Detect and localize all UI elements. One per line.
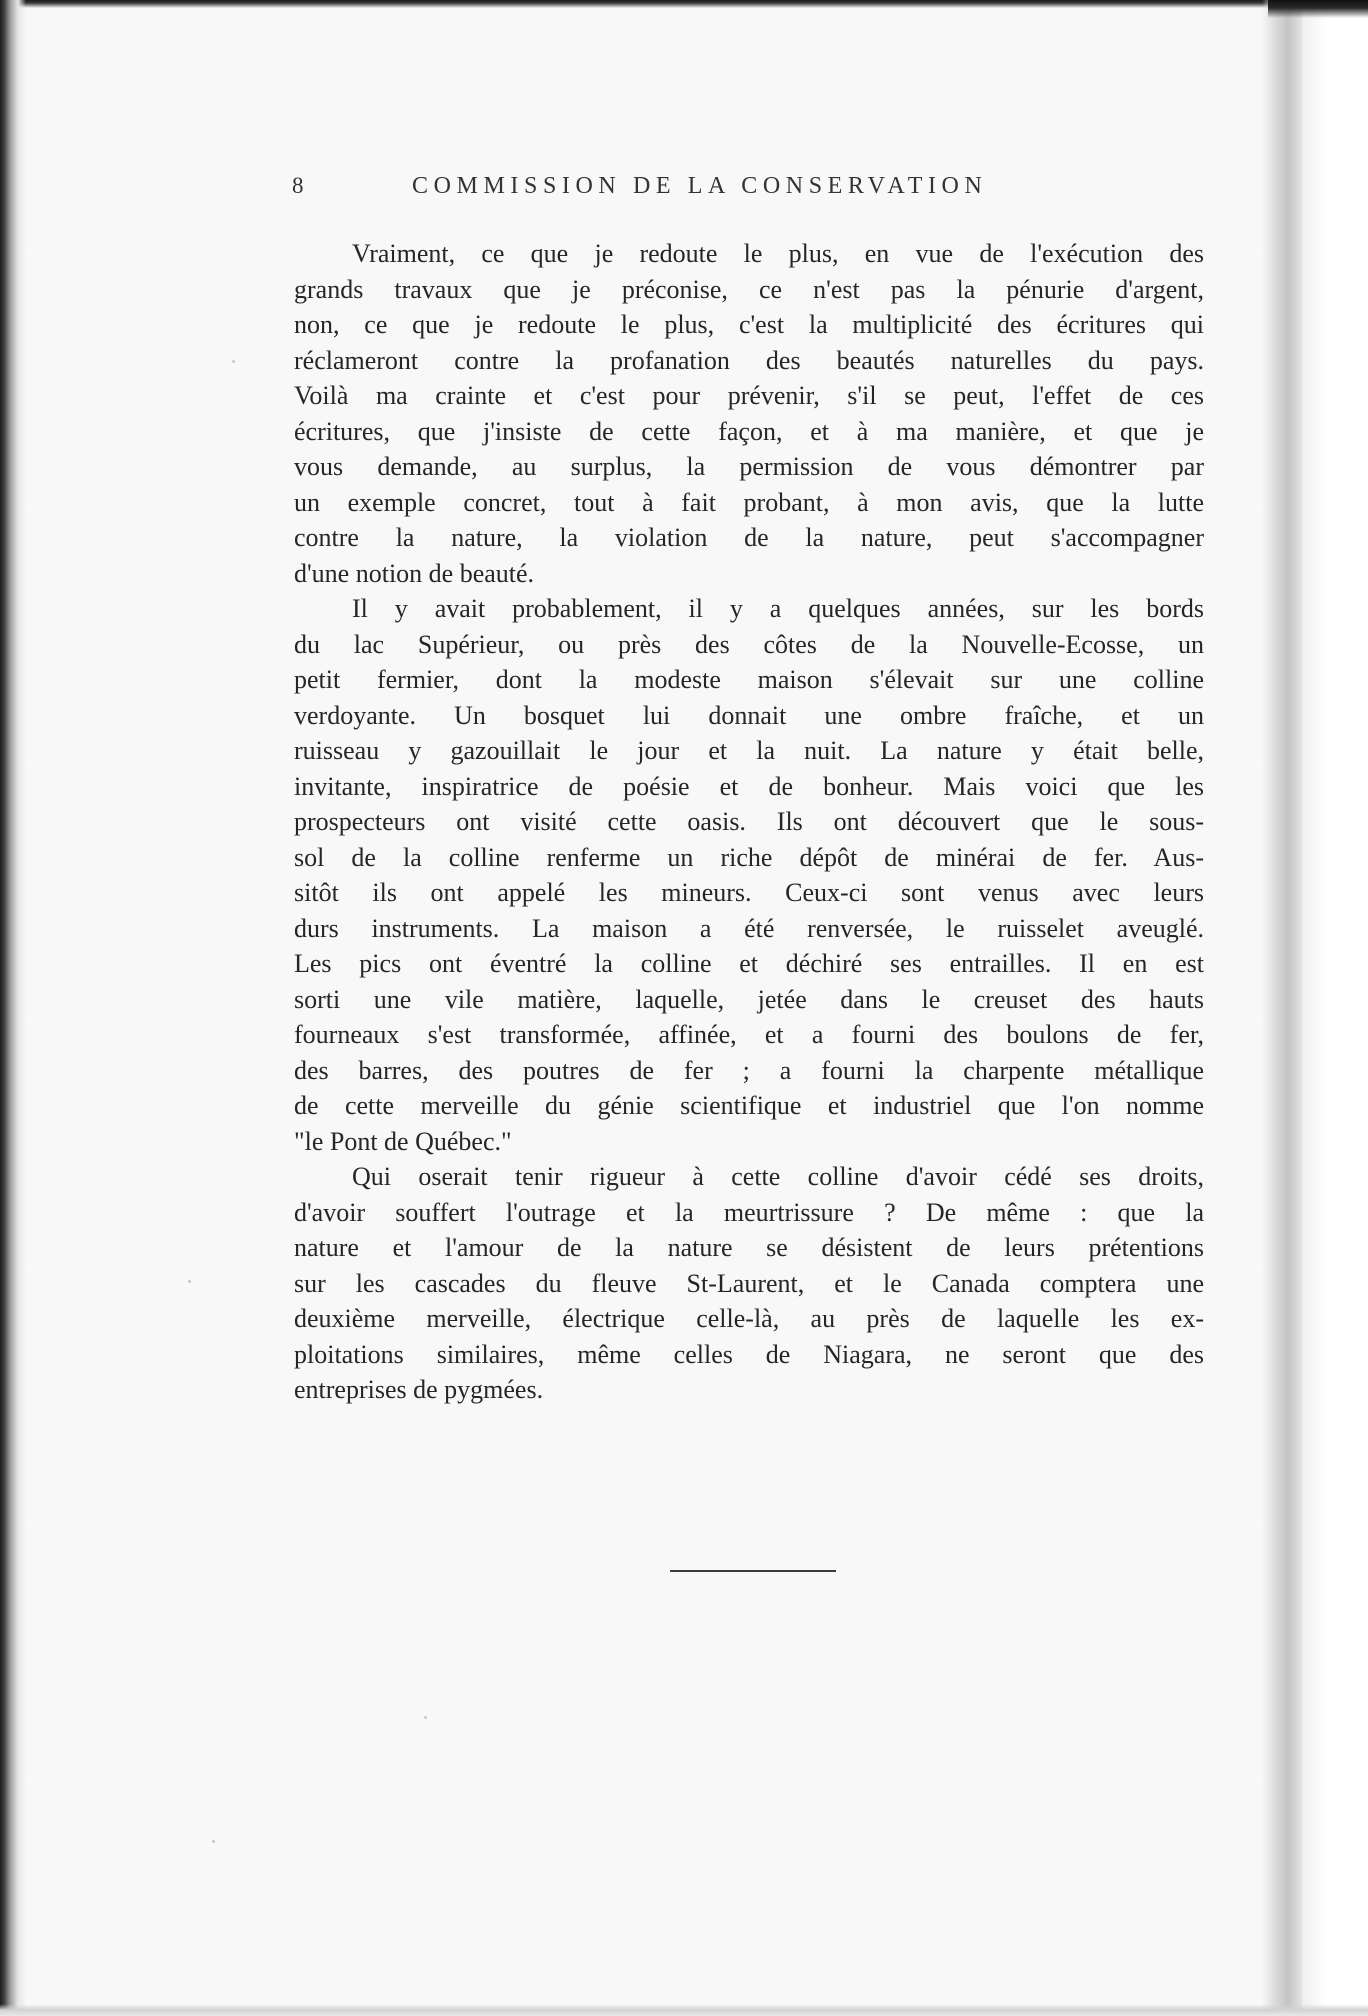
page-corner-shadow — [1268, 0, 1368, 18]
text-line: du lac Supérieur, ou près des côtes de la Nouvelle-Ecosse, un — [294, 629, 1204, 659]
scan-speck — [188, 1280, 191, 1283]
text-line: contre la nature, la violation de la nature, peut s'accompagner — [294, 523, 1204, 552]
page-number: 8 — [292, 173, 304, 198]
text-line: un exemple concret, tout à fait probant, à mon avis, que la lutte — [294, 487, 1204, 517]
page-right-margin — [1302, 0, 1368, 2016]
text-line: réclameront contre la profanation des beautés naturelles du pays. — [294, 345, 1204, 375]
text-line: Les pics ont éventré la colline et déchiré ses entrailles. Il en est — [294, 949, 1204, 978]
text-line: prospecteurs ont visité cette oasis. Ils ont découvert que le sous- — [294, 807, 1204, 836]
running-header — [292, 170, 1204, 202]
text-line: sorti une vile matière, laquelle, jetée dans le creuset des hauts — [294, 984, 1204, 1014]
binding-gutter-shadow — [1262, 0, 1302, 2016]
text-line: ploitations similaires, même celles de Niagara, ne seront que des — [294, 1339, 1204, 1369]
text-line: sol de la colline renferme un riche dépôt de minérai de fer. Aus- — [294, 842, 1204, 872]
text-line: d'avoir souffert l'outrage et la meurtrissure ? De même : que la — [294, 1197, 1204, 1227]
page-left-shadow — [0, 0, 26, 2016]
text-line: nature et l'amour de la nature se désistent de leurs prétentions — [294, 1233, 1204, 1262]
text-line: petit fermier, dont la modeste maison s'élevait sur une colline — [294, 665, 1204, 694]
paragraph-1 — [294, 236, 1204, 591]
text-line: écritures, que j'insiste de cette façon, et à ma manière, et que je — [294, 416, 1204, 446]
scan-speck — [232, 360, 235, 363]
text-line: d'une notion de beauté. — [294, 558, 535, 588]
text-line: deuxième merveille, électrique celle-là, au près de laquelle les ex- — [294, 1304, 1204, 1333]
text-line: vous demande, au surplus, la permission de vous démontrer par — [294, 452, 1204, 481]
text-line: Voilà ma crainte et c'est pour prévenir, s'il se peut, l'effet de ces — [294, 381, 1204, 410]
text-line: durs instruments. La maison a été renversée, le ruisselet aveuglé. — [294, 913, 1204, 943]
text-line: entreprises de pygmées. — [294, 1375, 544, 1404]
body-text — [294, 236, 1204, 1408]
scan-speck — [424, 1716, 427, 1719]
text-line: sur les cascades du fleuve St-Laurent, et le Canada comptera une — [294, 1268, 1204, 1298]
text-line: de cette merveille du génie scientifique et industriel que l'on nomme — [294, 1091, 1204, 1120]
text-line: Qui oserait tenir rigueur à cette colline d'avoir cédé ses droits, — [352, 1162, 1204, 1191]
page-bottom-shadow — [0, 2004, 1368, 2016]
text-line: verdoyante. Un bosquet lui donnait une ombre fraîche, et un — [294, 700, 1204, 730]
scan-speck — [212, 1840, 215, 1843]
end-rule — [670, 1570, 836, 1572]
text-line: "le Pont de Québec." — [294, 1126, 512, 1156]
text-line: non, ce que je redoute le plus, c'est la multiplicité des écritures qui — [294, 310, 1204, 339]
text-line: fourneaux s'est transformée, affinée, et a fourni des boulons de fer, — [294, 1020, 1204, 1049]
paragraph-2 — [294, 591, 1204, 1159]
text-line: des barres, des poutres de fer ; a fourni la charpente métallique — [294, 1055, 1204, 1085]
page-top-shadow — [0, 0, 1368, 8]
text-line: grands travaux que je préconise, ce n'est pas la pénurie d'argent, — [294, 274, 1204, 304]
header-title: COMMISSION DE LA CONSERVATION — [412, 173, 988, 199]
paragraph-3 — [294, 1159, 1204, 1408]
text-line: invitante, inspiratrice de poésie et de bonheur. Mais voici que les — [294, 771, 1204, 801]
text-line: sitôt ils ont appelé les mineurs. Ceux-ci sont venus avec leurs — [294, 878, 1204, 907]
text-line: ruisseau y gazouillait le jour et la nuit. La nature y était belle, — [294, 736, 1204, 765]
text-line: Vraiment, ce que je redoute le plus, en vue de l'exécution des — [352, 239, 1204, 268]
text-line: Il y avait probablement, il y a quelques années, sur les bords — [352, 594, 1204, 623]
